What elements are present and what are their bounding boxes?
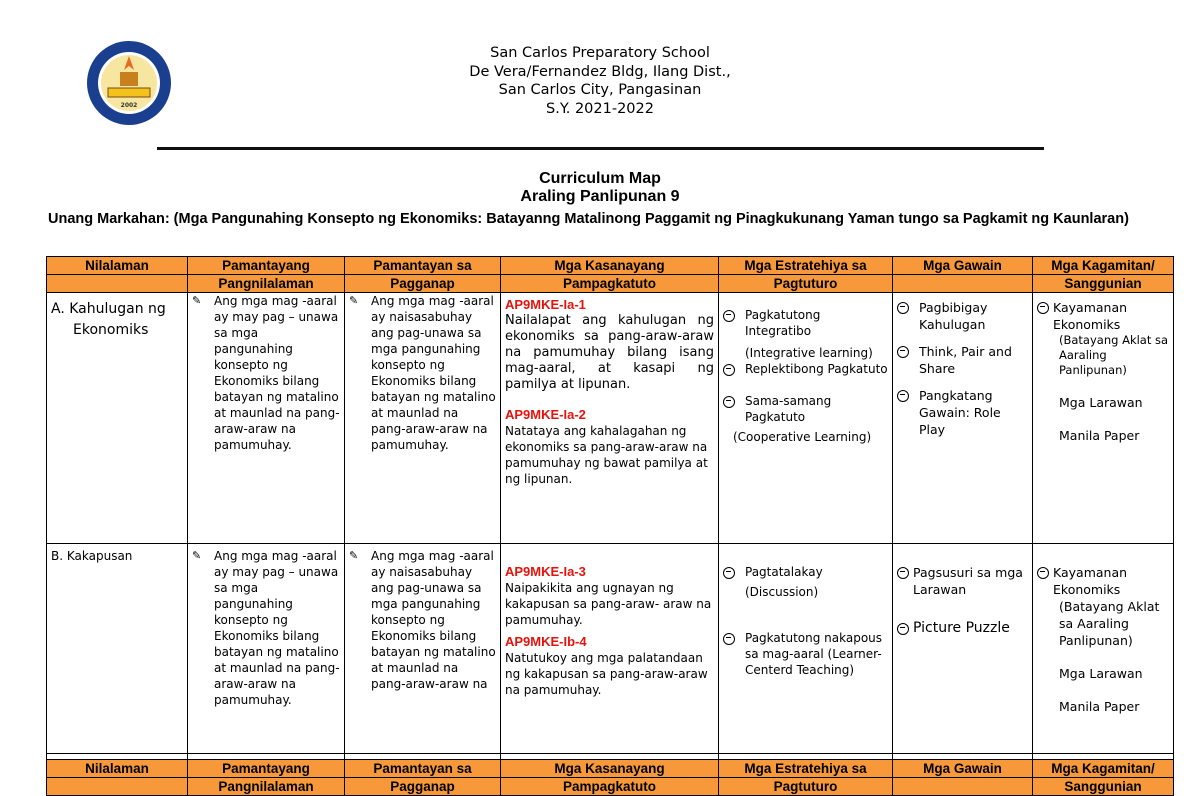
header-cell: Pamantayan sa xyxy=(345,257,501,275)
content-title-cont: Ekonomiks xyxy=(73,322,149,338)
header-cell: Mga Kasanayang xyxy=(501,257,719,275)
header-cell: Pamantayang xyxy=(188,760,345,778)
standard-text: Ang mga mag -aaral ay may pag – unawa sa mga pangunahing konsepto ng Ekonomiks bilang batayan ng matalino at maunlad na pang-araw-araw na pamumuhay. xyxy=(214,549,340,707)
curriculum-table xyxy=(46,256,1174,796)
header-row-1 xyxy=(47,257,1174,275)
material-note: (Batayang Aklat sa Aaraling Panlipunan) xyxy=(1059,333,1169,377)
content-title: A. Kahulugan ng xyxy=(51,301,166,317)
header-cell xyxy=(893,275,1033,293)
material-item: Manila Paper xyxy=(1059,699,1140,714)
school-name: San Carlos Preparatory School xyxy=(490,45,710,61)
globe-icon xyxy=(723,567,735,579)
footer-header-row-1 xyxy=(47,760,1174,778)
header-cell: Mga Kagamitan/ xyxy=(1033,257,1174,275)
header-cell: Pagtuturo xyxy=(719,275,893,293)
header-cell xyxy=(893,778,1033,796)
header-cell: Sanggunian xyxy=(1033,275,1174,293)
globe-icon xyxy=(897,390,909,402)
doc-subject: Araling Panlipunan 9 xyxy=(520,188,680,205)
header-cell: Pagtuturo xyxy=(719,778,893,796)
activity-item: Think, Pair and Share xyxy=(919,344,1012,376)
footer-header-row-2 xyxy=(47,778,1174,796)
header-cell: Mga Estratehiya sa xyxy=(719,760,893,778)
header-cell: Pangnilalaman xyxy=(188,275,345,293)
globe-icon xyxy=(1037,302,1049,314)
strategy-cell xyxy=(719,544,893,754)
globe-icon xyxy=(897,346,909,358)
globe-icon xyxy=(723,396,735,408)
pen-bullet-icon: ✎ xyxy=(349,549,359,562)
header-cell: Nilalaman xyxy=(47,257,188,275)
strategy-note: (Discussion) xyxy=(745,585,819,599)
standard-text: Ang mga mag -aaral ay may pag – unawa sa mga pangunahing konsepto ng Ekonomiks bilang batayan ng matalino at maunlad na pang-araw-araw na pamumuhay. xyxy=(214,294,340,452)
strategy-cell xyxy=(719,293,893,544)
pagganap-cell xyxy=(345,544,501,754)
globe-icon xyxy=(723,633,735,645)
strategy-item: Pagtatalakay xyxy=(745,565,823,579)
school-address-line1: De Vera/Fernandez Bldg, Ilang Dist., xyxy=(469,63,731,80)
activity-cell xyxy=(893,293,1033,544)
header-cell xyxy=(47,778,188,796)
header-cell: Pagganap xyxy=(345,275,501,293)
strategy-item: Pagkatutong Integratibo xyxy=(745,308,821,338)
pen-bullet-icon: ✎ xyxy=(192,294,202,307)
globe-icon xyxy=(897,567,909,579)
performance-text: Ang mga mag -aaral ay naisasabuhay ang pag-unawa sa mga pangunahing konsepto ng Ekonomiks bilang batayan ng matalino at maunlad na pang-araw-araw na pamumuhay. xyxy=(371,294,496,452)
strategy-note: (Integrative learning) xyxy=(745,346,873,360)
header-divider xyxy=(157,147,1044,150)
school-header xyxy=(360,44,840,118)
materials-cell xyxy=(1033,544,1174,754)
header-cell: Mga Kagamitan/ xyxy=(1033,760,1174,778)
header-cell: Mga Kasanayang xyxy=(501,760,719,778)
competency-code: AP9MKE-Ib-4 xyxy=(505,634,587,649)
material-note: (Batayang Aklat sa Aaraling Panlipunan) xyxy=(1059,599,1160,648)
quarter-description: Unang Markahan: (Mga Pangunahing Konsepto ng Ekonomiks: Batayanng Matalinong Paggamit ng Pinagkukunang Yaman tungo sa Pagkamit ng Kaunlaran) xyxy=(48,211,1129,227)
table-row xyxy=(47,544,1174,754)
globe-icon xyxy=(897,623,909,635)
globe-icon xyxy=(723,364,735,376)
competency-code: AP9MKE-Ia-3 xyxy=(505,564,586,579)
material-item: Manila Paper xyxy=(1059,428,1140,443)
activity-item: Pagbibigay Kahulugan xyxy=(919,300,988,332)
competency-text: Natutukoy ang mga palatandaan ng kakapusan sa pang-araw-araw na pamumuhay. xyxy=(505,651,708,697)
competency-cell xyxy=(501,544,719,754)
material-item: Kayamanan Ekonomiks xyxy=(1053,565,1128,597)
materials-cell xyxy=(1033,293,1174,544)
pamantayang-cell xyxy=(188,293,345,544)
header-cell: Pamantayan sa xyxy=(345,760,501,778)
content-title: B. Kakapusan xyxy=(51,549,133,563)
activity-item: Pangkatang Gawain: Role Play xyxy=(919,388,1001,437)
header-cell: Pampagkatuto xyxy=(501,778,719,796)
activity-item: Pagsusuri sa mga Larawan xyxy=(913,565,1023,597)
globe-icon xyxy=(1037,567,1049,579)
competency-cell xyxy=(501,293,719,544)
table-row xyxy=(47,293,1174,544)
pen-bullet-icon: ✎ xyxy=(349,294,359,307)
strategy-item: Pagkatutong nakapous sa mag-aaral (Learner-Centerd Teaching) xyxy=(745,631,883,677)
competency-code: AP9MKE-Ia-2 xyxy=(505,407,586,422)
svg-text:2002: 2002 xyxy=(120,102,138,109)
material-item: Kayamanan Ekonomiks xyxy=(1053,300,1128,332)
competency-text: Naipakikita ang ugnayan ng kakapusan sa pang-araw- araw na pamumuhay. xyxy=(505,581,712,627)
school-address-line2: San Carlos City, Pangasinan xyxy=(498,82,702,98)
school-logo xyxy=(86,40,172,126)
competency-code: AP9MKE-Ia-1 xyxy=(505,297,586,312)
material-item: Mga Larawan xyxy=(1059,666,1143,681)
globe-icon xyxy=(897,302,909,314)
material-item: Mga Larawan xyxy=(1059,395,1143,410)
school-year: S.Y. 2021-2022 xyxy=(546,100,654,117)
competency-text: Natataya ang kahalagahan ng ekonomiks sa pang-araw-araw na pamumuhay ng bawat pamilya at ng lipunan. xyxy=(505,424,708,486)
header-cell: Pamantayang xyxy=(188,257,345,275)
competency-text: Nailalapat ang kahulugan ng ekonomiks sa pang-araw-araw na pamumuhay bilang isang mag-aaral, at kasapi ng pamilya at lipunan. xyxy=(505,313,714,392)
header-cell: Pampagkatuto xyxy=(501,275,719,293)
header-cell: Mga Estratehiya sa xyxy=(719,257,893,275)
pagganap-cell xyxy=(345,293,501,544)
header-cell: Sanggunian xyxy=(1033,778,1174,796)
strategy-item: Replektibong Pagkatuto xyxy=(745,362,888,376)
performance-text: Ang mga mag -aaral ay naisasabuhay ang pag-unawa sa mga pangunahing konsepto ng Ekonomiks bilang batayan ng matalino at maunlad na pang-araw-araw na xyxy=(371,549,496,691)
activity-item: Picture Puzzle xyxy=(913,620,1010,636)
header-cell: Pagganap xyxy=(345,778,501,796)
header-cell xyxy=(47,275,188,293)
header-cell: Mga Gawain xyxy=(893,760,1033,778)
content-cell xyxy=(47,293,188,544)
content-cell xyxy=(47,544,188,754)
strategy-item: Sama-samang Pagkatuto xyxy=(745,394,832,424)
pen-bullet-icon: ✎ xyxy=(192,549,202,562)
header-row-2 xyxy=(47,275,1174,293)
header-cell: Nilalaman xyxy=(47,760,188,778)
doc-title: Curriculum Map xyxy=(539,170,661,187)
header-cell: Mga Gawain xyxy=(893,257,1033,275)
header-cell: Pangnilalaman xyxy=(188,778,345,796)
pamantayang-cell xyxy=(188,544,345,754)
strategy-note: (Cooperative Learning) xyxy=(733,430,872,444)
globe-icon xyxy=(723,310,735,322)
activity-cell xyxy=(893,544,1033,754)
